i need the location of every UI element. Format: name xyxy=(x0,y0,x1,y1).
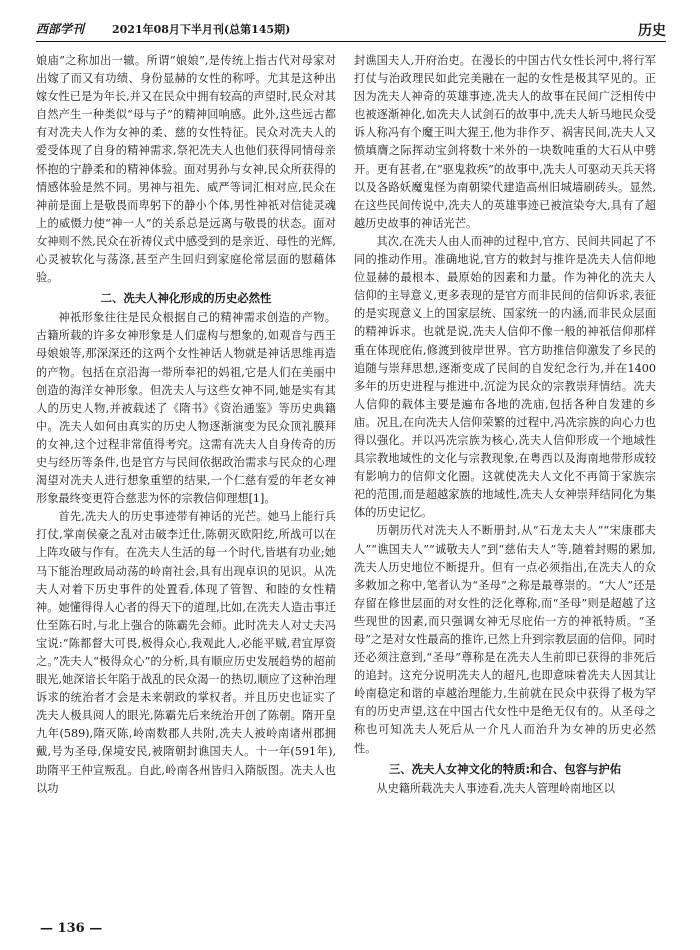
issue-info: 2021年08月下半月刊(总第145期) xyxy=(112,23,291,36)
section-heading: 二、冼夫人神化形成的历史必然性 xyxy=(100,291,272,306)
body-paragraph: 封谯国夫人,开府治吏。在漫长的中国古代女性长河中,将行军打仗与治政理民如此完美融在一起的女性是极其罕见的。正因为冼夫人神奇的英雄事迹,冼夫人的故事在民间广泛相传中也被逐渐神化,如冼夫人试剑石的故事中,冼夫人斩马地民众受诉人称冯有个魔王叫大猩王,他为非作歹、祸害民间,冼夫人又愤填膺之际挥动宝剑将数十米外的一块数吨重的大石从中劈开。更有甚者,在“驱鬼救疾”的故事中,冼夫人可驱动天兵天将以及各路妖魔鬼怪为南朝梁代建造高州旧城墙刷砖头。显然,在这些民间传说中,冼夫人的英雄事迹已被渲染夸大,具有了超越历史故事的神话光芒。 xyxy=(354,54,656,230)
body-paragraph: 历朝历代对冼夫人不断册封,从“石龙太夫人”“宋康郡夫人”“谯国夫人”“诚敬夫人”到“慈佑夫人”等,随着封赐的累加,冼夫人历史地位不断提升。但有一点必须指出,在冼夫人的众多敕加之称中,笔者认为“圣母”之称是最尊崇的。“大人”还是存留在修世层面的对女性的泛化尊称,而“圣母”则是超越了这些现世的因素,而只强调女神无尽庇佑一方的神祇特质。“圣母”之是对女性最高的推许,已然上升到宗教层面的信仰。同时还必须注意到,“圣母”尊称是在冼夫人生前即已获得的非死后的追封。这充分说明冼夫人的超凡,也即意味着冼夫人因其让岭南稳定和谐的卓越治理能力,生前就在民众中获得了极为罕有的历史声望,这在中国古代女性中是绝无仅有的。从圣母之称也可知冼夫人死后从一介凡人而治升为女神的历史必然性。 xyxy=(354,524,656,755)
section-label: 历史 xyxy=(638,23,666,39)
body-paragraph: 从史籍所载冼夫人事迹看,冼夫人管理岭南地区以 xyxy=(376,781,615,795)
right-column xyxy=(354,52,656,897)
body-paragraph: 神祇形象往往是民众根据自己的精神需求创造的产物。古籍所载的许多女神形象是人们虚构与想象的,如观音与西王母娘娘等,那深深还的这两个女性神话人物就是神话思维再造的产物。包括在京沿海一带所奉祀的妈祖,它是人们在美丽中创造的海洋女神形象。但冼夫人与这些女神不同,她是实有其人的历史人物,并被载述了《隋书》《资治通鉴》等历史典籍中。冼夫人如何由真实的历史人物逐渐演变为民众顶礼膜拜的女神,这个过程非常值得考究。这需有冼夫人自身传奇的历史与经历等条件,也是官方与民间依据政治需求与民众的心理渴望对冼夫人进行想象重塑的结果,一个仁慈有爱的年老女神形象最终变更符合慈悲为怀的宗教信仰理想[1]。 xyxy=(36,311,336,506)
page-header xyxy=(36,20,666,42)
left-column xyxy=(36,52,336,897)
body-paragraph: 首先,冼夫人的历史事迹带有神话的光芒。她马上能行兵打仗,掌南侯豪之乱对击破李迁仕,陈朝灭欧阳纥,所战可以在上阵攻破与作有。在冼夫人生活的每一个时代,皆堪有功业;她马下能治理政局动荡的岭南社会,具有出现卓识的见识。从冼夫人对着下历史事件的处置看,体现了管智、和睦的女性精神。她懂得得人心者的得天下的道理,比如,在冼夫人造击事迁仕至陈石时,与北上强合的陈霸先会师。此时冼夫人对丈夫冯宝说:“陈都督大可畏,极得众心,我观此人,必能平贼,君宜厚资之。”冼夫人“极得众心”的分析,具有顺应历史发展趋势的超前眼光,她深谙长年陷于战乱的民众渴一的热切,顺应了这种治理诉求的统治者才会是未来朝政的掌权者。并且历史也证实了冼夫人极具阅人的眼光,陈霸先后来统治开创了陈朝。隋开皇九年(589),隋灭陈,岭南数郡人共附,冼夫人被岭南诸州郡拥戴,号为圣母,保境安民,被隋朝封谯国夫人。十一年(591年),助隋平王仲宣叛乱。自此,岭南各州皆归入隋版图。冼夫人也以功 xyxy=(36,510,336,795)
header-rule xyxy=(36,41,666,42)
section-heading: 三、冼夫人女神文化的特质:和合、包容与护佑 xyxy=(388,761,622,776)
body-paragraph: 娘庙”之称加出一辙。所谓“娘娘”,是传统上指古代对母家对出嫁了而又有功绩、身份显赫的女性的称呼。尤其是这种出嫁女性已是为年长,并又在民众中拥有较高的声望时,民众对其自然产生一种类似“母与子”的精神回响感。此外,这些远古都有对冼夫人作为女神的柔、慈的女性特征。民众对冼夫人的爱受体现了自身的精神需求,祭祀冼夫人也他们获得同情母亲怀抱的宁静柔和的精神体验。面对男孙与女神,民众所获得的情感体验是然不同。男神与祖先、威严等词汇相对应,民众在神前是面上是敬畏而卑躬下的静小个体,男性神祇对信徒灵魂上的威慑力使“神一人”的关系总是远离与敬畏的状态。面对女神则不然,民众在祈祷仪式中感受到的是亲近、母性的光辉,心灵被软化与荡涤,甚至产生回归到家庭伦常层面的慰藉体验。 xyxy=(36,54,336,285)
journal-masthead: 西部学刊 xyxy=(36,22,85,36)
body-paragraph: 其次,在冼夫人由人而神的过程中,官方、民间共同起了不同的推动作用。准确地说,官方的敕封与推许是冼夫人信仰地位显赫的最根本、最原始的因素和力量。作为神化的冼夫人信仰的主导意义,更多表现的是官方而非民间的信仰诉求,表征的是实现意义上的国家层统、国家统一的内涵,而非民众层面的精神诉求。也就是说,冼夫人信仰不像一般的神祇信仰那样重在体现庇佑,修渡到彼岸世界。官方助推信仰激发了乡民的追随与崇拜思想,逐渐变成了民间的自发纪念行为,并在1400多年的历史进程与推进中,沉淀为民众的宗教崇拜情结。冼夫人信仰的载体主要是遍布各地的冼庙,包括各种自发建的乡庙。况且,在向冼夫人信仰荣繁的过程中,冯冼宗族的向心力也得以强化。并以冯冼宗族为核心,冼夫人信仰形成一个地域性具宗教地域性的文化与宗教现象,在粤西以及海南地带形成较有影响力的信仰文化圈。这就使冼夫人文化不再简于家族宗祀的范围,而是超越家族的地域性,冼夫人女神崇拜结同化为集体的历史记忆。 xyxy=(354,234,656,520)
page-footer xyxy=(0,921,700,936)
page-number: — 136 — xyxy=(40,921,103,936)
